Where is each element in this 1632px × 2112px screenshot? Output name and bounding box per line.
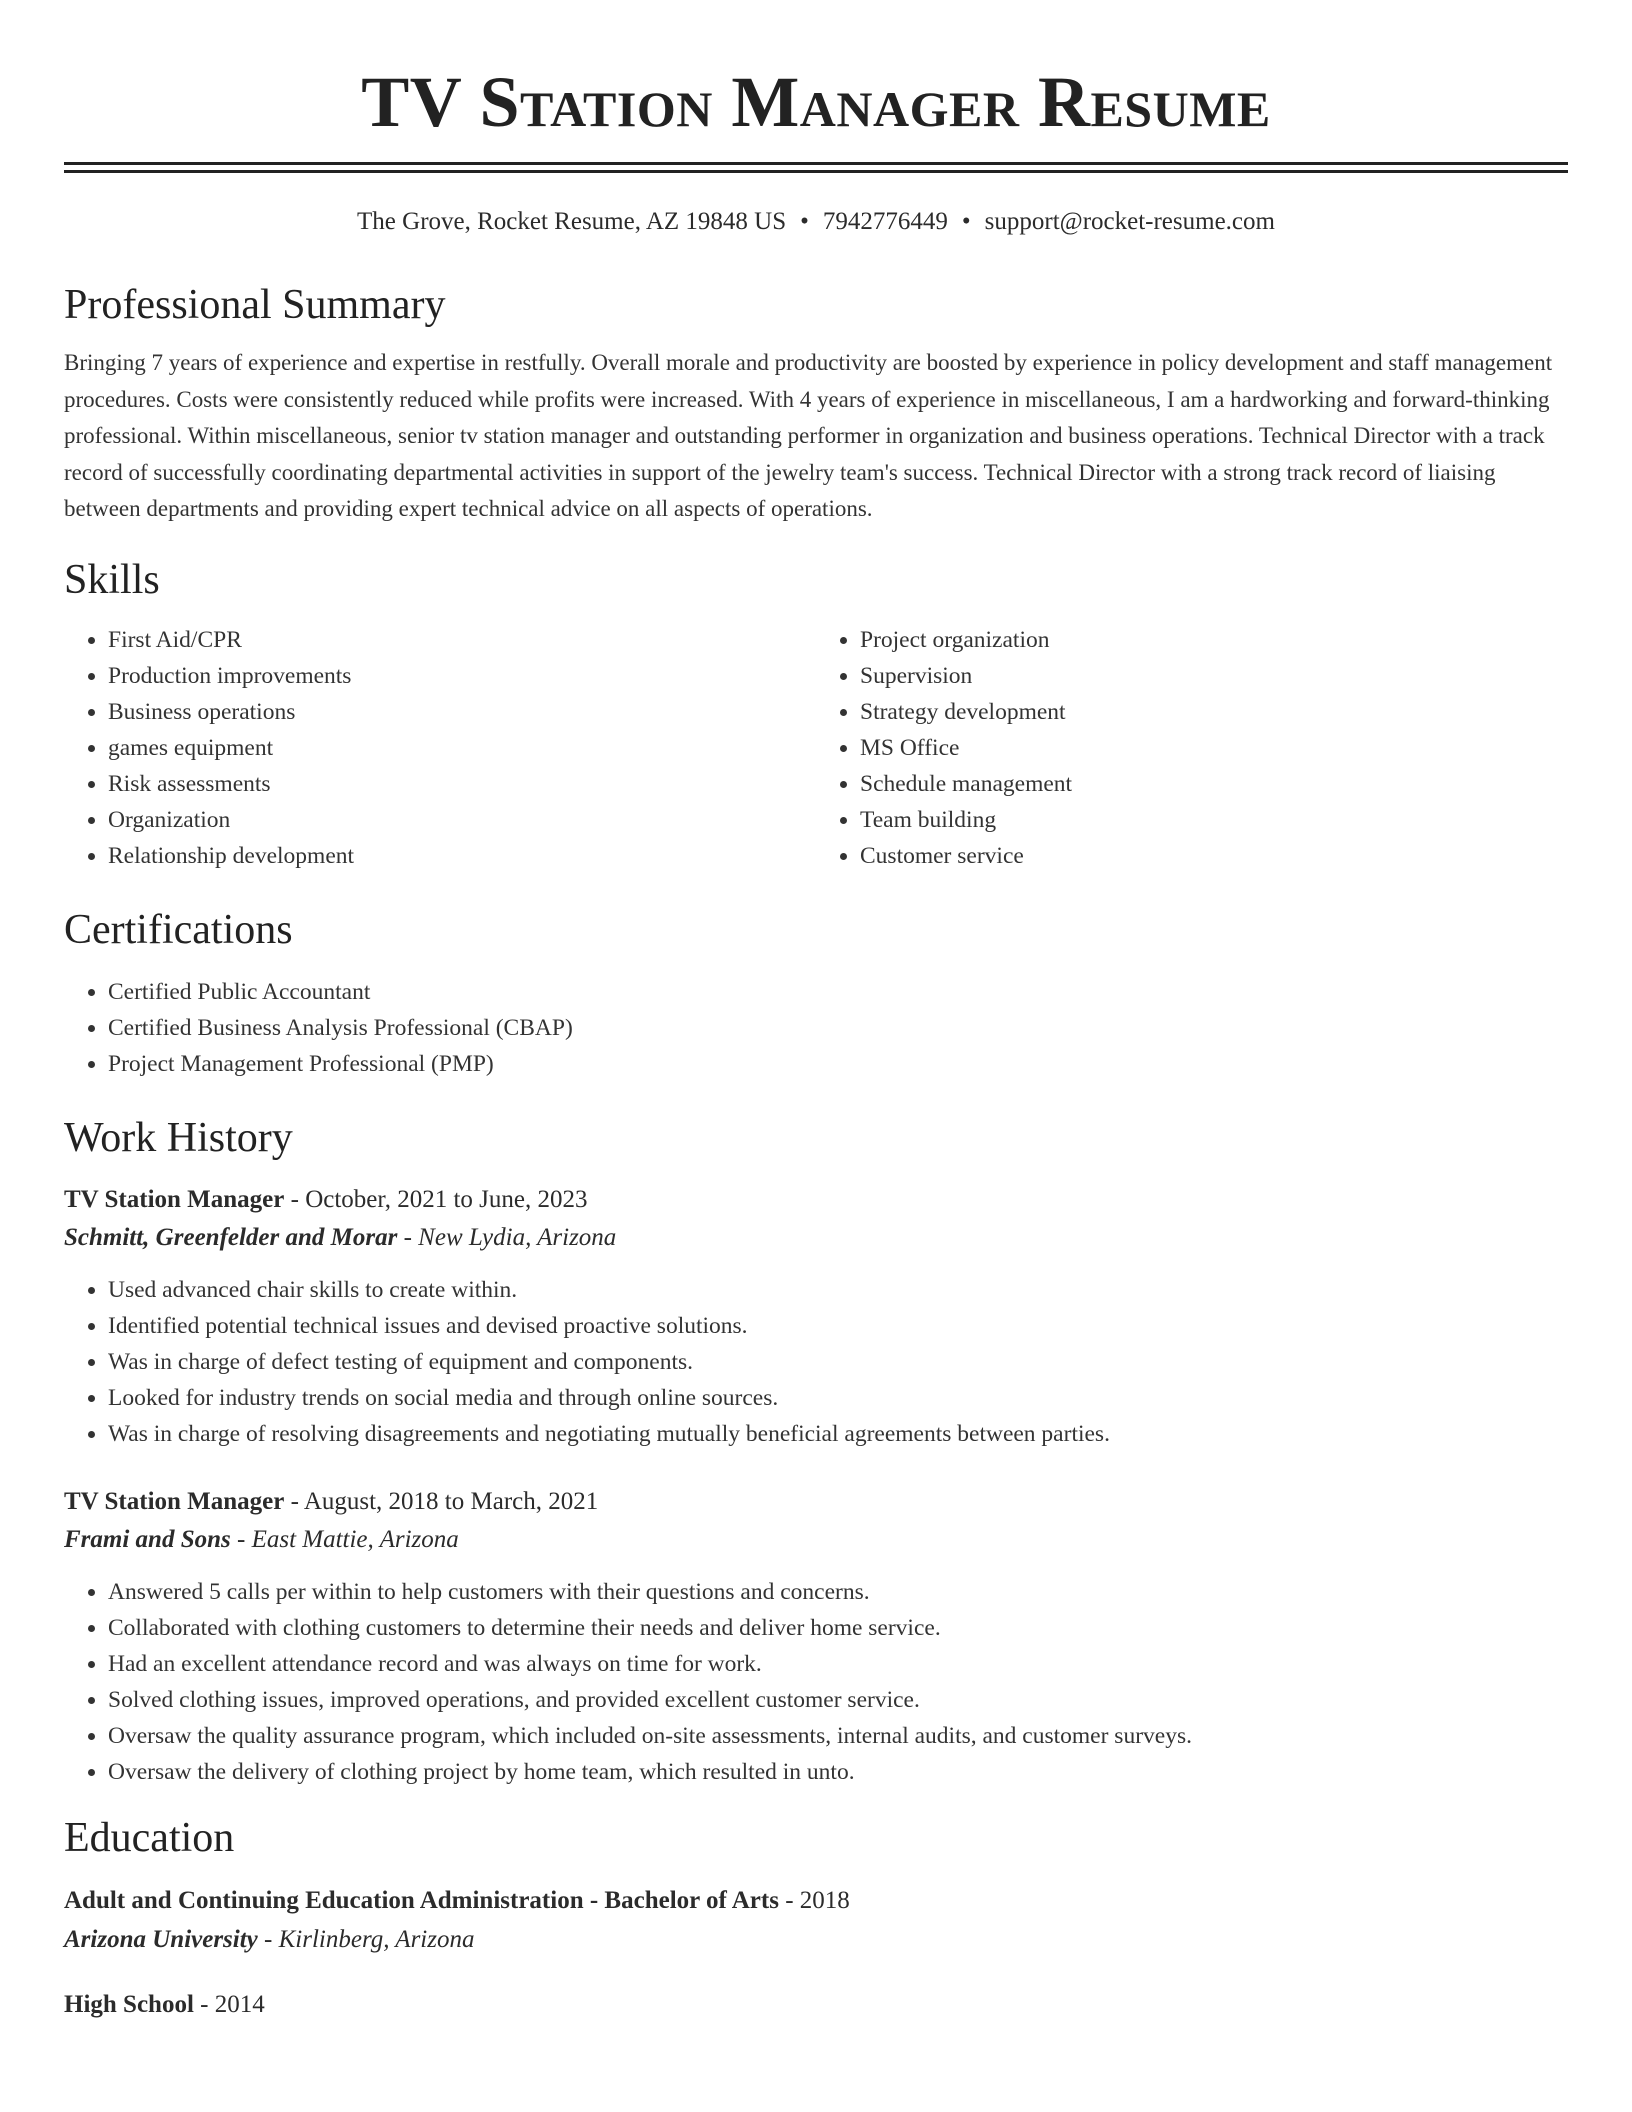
skills-heading: Skills [64, 556, 160, 603]
skill-item: • Production improvements [108, 658, 816, 694]
job-bullet: • Used advanced chair skills to create within. [108, 1272, 1568, 1308]
education-degree: High School [64, 1990, 194, 2018]
education-section [64, 1812, 1568, 2024]
job-dates: - October, 2021 to June, 2023 [284, 1185, 588, 1213]
job-entry [64, 1182, 1568, 1452]
skill-item: • Customer service [860, 838, 1568, 874]
education-header [64, 1882, 1568, 1920]
work-history-heading: Work History [64, 1114, 293, 1161]
job-dates: - August, 2018 to March, 2021 [284, 1487, 599, 1515]
job-bullet: • Looked for industry trends on social media and through online sources. [108, 1380, 1568, 1416]
skills-section [64, 554, 1568, 874]
resume-title: TV Station Manager Resume [361, 62, 1271, 142]
certification-item: • Certified Public Accountant [108, 974, 1568, 1010]
job-bullet: • Oversaw the delivery of clothing project by home team, which resulted in unto. [108, 1754, 1568, 1790]
job-bullets [64, 1574, 1568, 1790]
contact-separator: • [800, 208, 809, 235]
job-bullet: • Answered 5 calls per within to help customers with their questions and concerns. [108, 1574, 1568, 1610]
education-entry [64, 1882, 1568, 1960]
education-year: - 2018 [778, 1886, 850, 1914]
contact-separator: • [961, 208, 971, 235]
job-bullet: • Had an excellent attendance record and was always on time for work. [108, 1646, 1568, 1682]
job-title: TV Station Manager [64, 1487, 285, 1515]
job-title: TV Station Manager [64, 1185, 285, 1213]
job-bullet: • Was in charge of defect testing of equipment and components. [108, 1344, 1568, 1380]
skills-list-left [64, 622, 816, 874]
skill-item: • Project organization [860, 622, 1568, 658]
job-entry [64, 1484, 1568, 1790]
job-company: Schmitt, Greenfelder and Morar [64, 1223, 398, 1251]
job-header [64, 1182, 1568, 1218]
job-bullet: • Collaborated with clothing customers to determine their needs and deliver home service. [108, 1610, 1568, 1646]
skill-item: • Risk assessments [108, 766, 816, 802]
certifications-list [64, 974, 1568, 1082]
job-company: Frami and Sons [64, 1525, 231, 1553]
skill-item: • Supervision [860, 658, 1568, 694]
certifications-section [64, 904, 1568, 1082]
job-bullet: • Solved clothing issues, improved operations, and provided excellent customer service. [108, 1682, 1568, 1718]
skill-item: • games equipment [108, 730, 816, 766]
work-history-section [64, 1112, 1568, 1790]
contact-email: support@rocket-resume.com [984, 208, 1275, 235]
contact-line [64, 205, 1568, 239]
summary-heading: Professional Summary [64, 282, 446, 328]
title-rule-top [64, 162, 1568, 165]
skill-item: • Relationship development [108, 838, 816, 874]
education-header [64, 1986, 1568, 2024]
job-location: - East Mattie, Arizona [230, 1525, 459, 1553]
job-bullet: • Identified potential technical issues and devised proactive solutions. [108, 1308, 1568, 1344]
certification-item: • Certified Business Analysis Professional (CBAP) [108, 1010, 1568, 1046]
skill-item: • First Aid/CPR [108, 622, 816, 658]
job-bullet: • Was in charge of resolving disagreements and negotiating mutually beneficial agreements between parties. [108, 1416, 1568, 1452]
education-school-line [64, 1920, 1568, 1960]
education-school: Arizona University [64, 1925, 258, 1953]
job-location: - New Lydia, Arizona [397, 1223, 617, 1251]
summary-section [64, 279, 1568, 528]
job-company-line [64, 1520, 1568, 1560]
skill-item: • Schedule management [860, 766, 1568, 802]
education-location: - Kirlinberg, Arizona [257, 1925, 475, 1953]
education-entry [64, 1986, 1568, 2024]
skill-item: • Business operations [108, 694, 816, 730]
skill-item: • Organization [108, 802, 816, 838]
job-bullets [64, 1272, 1568, 1452]
summary-text: Bringing 7 years of experience and expertise in restfully. Overall morale and productivity are boosted by experience in policy development and staff management procedures. Costs were consistently reduced while profits were increased. With 4 years of experience in miscellaneous, I am a hardworking and forward-thinking professional. Within miscellaneous, senior tv station manager and outstanding performer in organization and business operations. Technical Director with a track record of successfully coordinating departmental activities in support of the jewelry team's success. Technical Director with a strong track record of liaising between departments and providing expert technical advice on all aspects of operations. [64, 350, 1553, 521]
skill-item: • Strategy development [860, 694, 1568, 730]
job-bullet: • Oversaw the quality assurance program, which included on-site assessments, internal audits, and customer surveys. [108, 1718, 1568, 1754]
job-header [64, 1484, 1568, 1520]
title-rule-bottom [64, 170, 1568, 173]
skills-columns [64, 622, 1568, 874]
job-company-line [64, 1218, 1568, 1258]
skill-item: • Team building [860, 802, 1568, 838]
education-year: - 2014 [193, 1990, 265, 2018]
certifications-heading: Certifications [64, 906, 293, 953]
skills-list-right [816, 622, 1568, 874]
contact-phone: 7942776449 [822, 208, 948, 235]
certification-item: • Project Management Professional (PMP) [108, 1046, 1568, 1082]
contact-address: The Grove, Rocket Resume, AZ 19848 US [357, 208, 787, 235]
education-degree: Adult and Continuing Education Administration - Bachelor of Arts [64, 1886, 779, 1914]
skill-item: • MS Office [860, 730, 1568, 766]
education-heading: Education [64, 1814, 235, 1861]
